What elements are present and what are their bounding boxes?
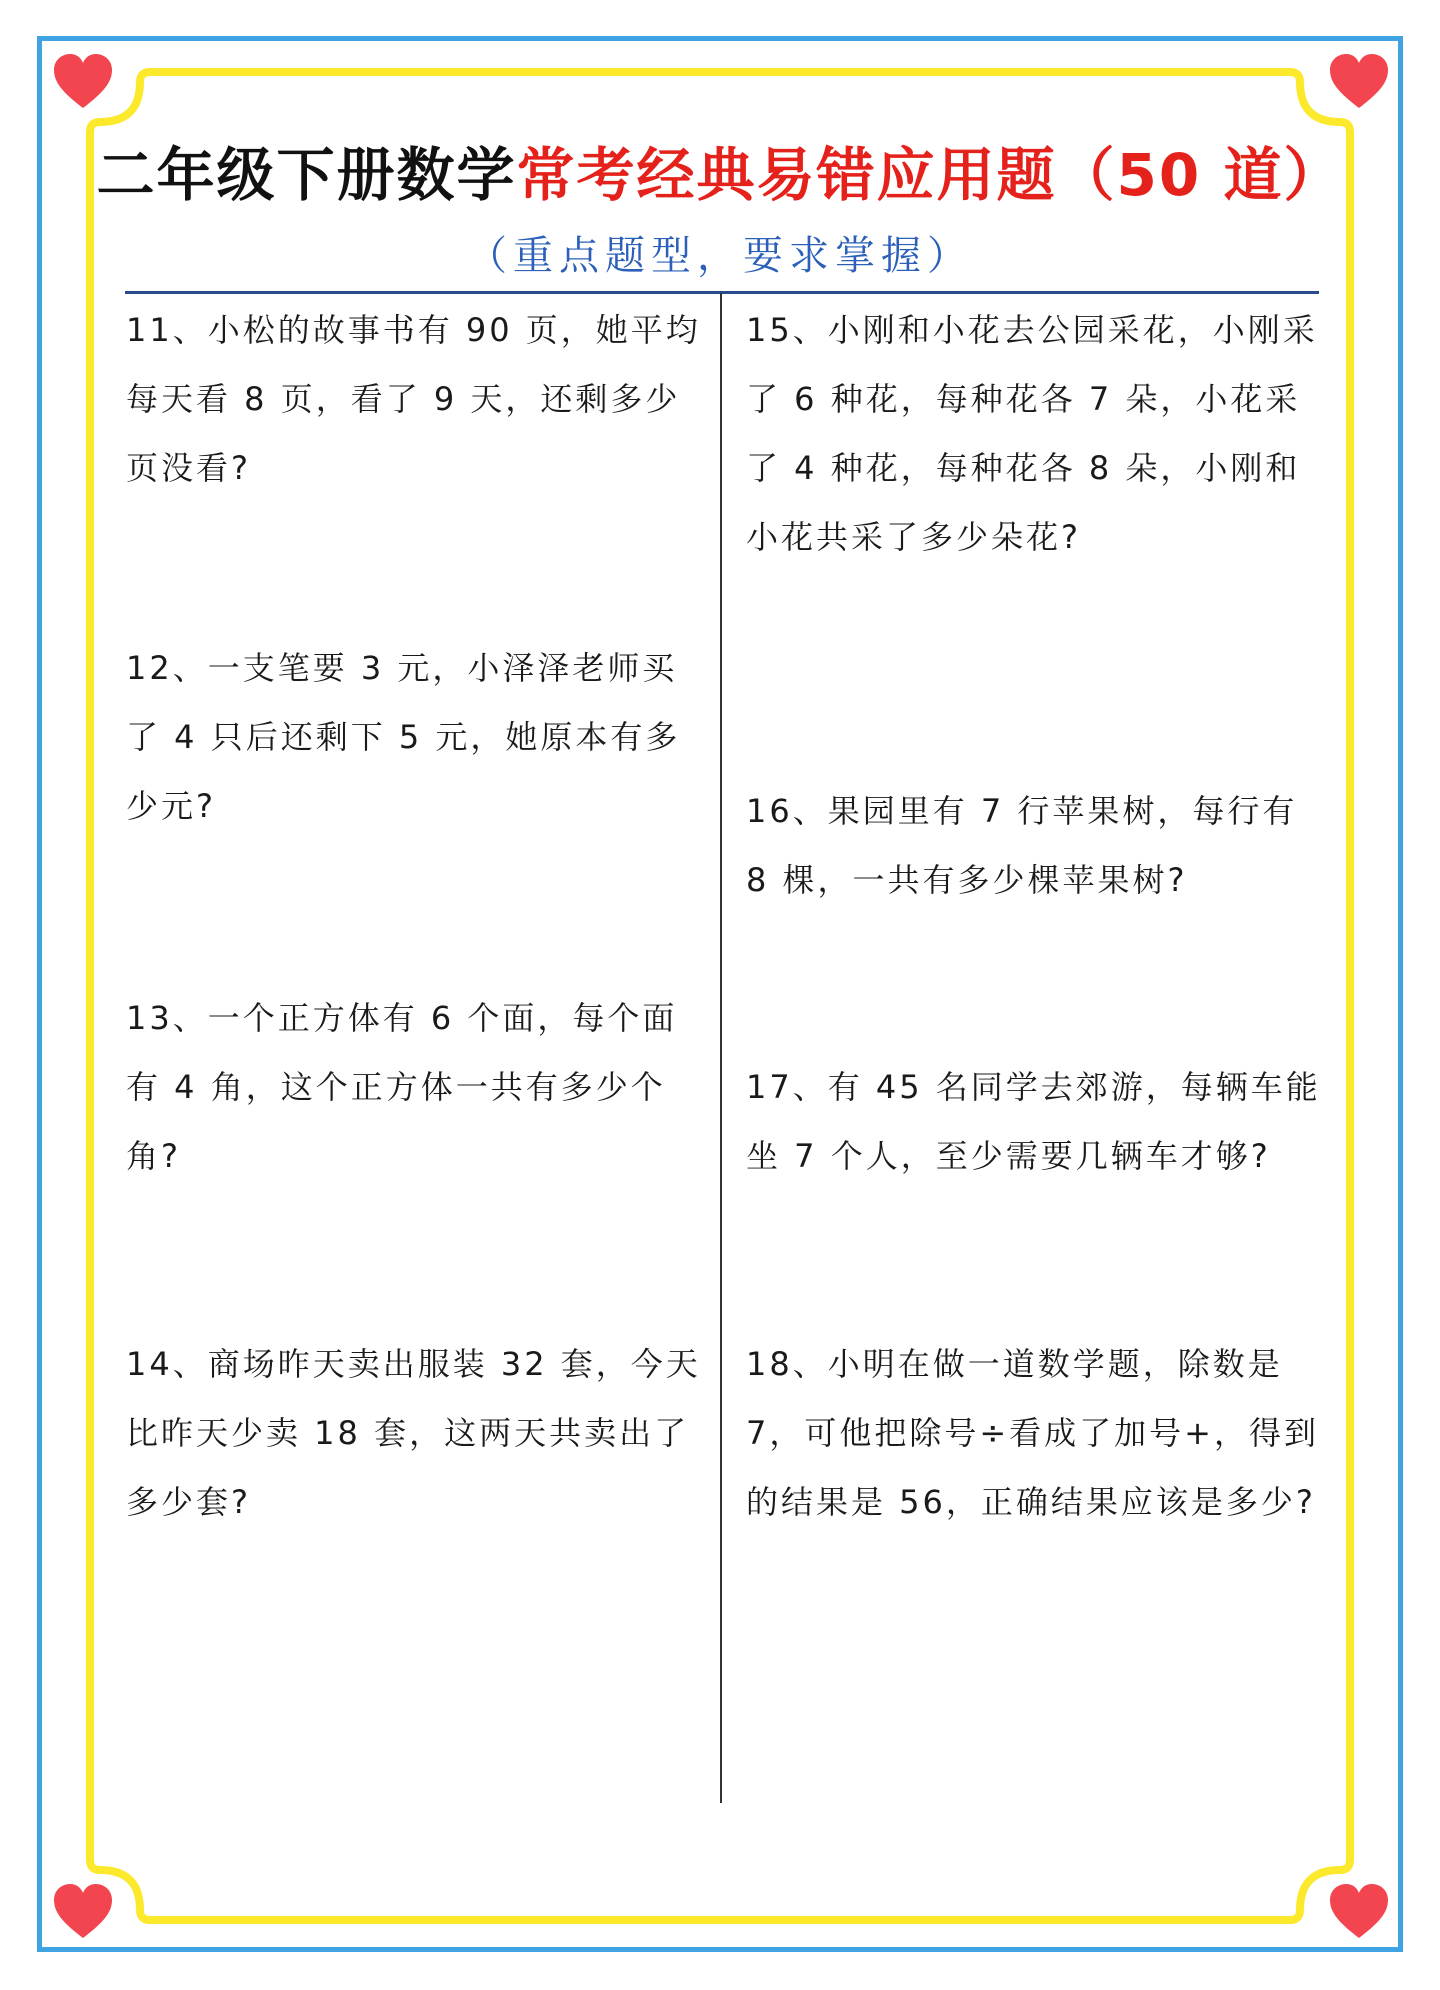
title-highlight: 常考经典易错应用题（50 道） xyxy=(516,141,1344,209)
header-divider xyxy=(125,291,1319,294)
title-main: 二年级下册数学 xyxy=(96,141,517,209)
question-14: 14、商场昨天卖出服装 32 套，今天比昨天少卖 18 套，这两天共卖出了多少套? xyxy=(126,1345,701,1521)
heart-icon xyxy=(1328,52,1390,110)
question-16: 16、果园里有 7 行苹果树，每行有 8 棵，一共有多少棵苹果树? xyxy=(746,792,1298,899)
question-15: 15、小刚和小花去公园采花，小刚采了 6 种花，每种花各 7 朵，小花采了 4 种花，每种花各 8 朵，小刚和小花共采了多少朵花? xyxy=(746,311,1318,556)
heart-icon xyxy=(52,52,114,110)
heart-icon xyxy=(1328,1882,1390,1940)
question-13: 13、一个正方体有 6 个面，每个面有 4 角，这个正方体一共有多少个角? xyxy=(126,999,678,1175)
question-12: 12、一支笔要 3 元，小泽泽老师买了 4 只后还剩下 5 元，她原本有多少元? xyxy=(126,649,681,825)
question-18: 18、小明在做一道数学题，除数是 7，可他把除号÷看成了加号+，得到的结果是 56，正确结果应该是多少? xyxy=(746,1345,1319,1521)
column-divider xyxy=(720,293,722,1803)
page-title xyxy=(0,135,1440,215)
question-17: 17、有 45 名同学去郊游，每辆车能坐 7 个人，至少需要几辆车才够? xyxy=(746,1068,1321,1175)
heart-icon xyxy=(52,1882,114,1940)
page-subtitle: （重点题型，要求掌握） xyxy=(467,233,973,279)
question-11: 11、小松的故事书有 90 页，她平均每天看 8 页，看了 9 天，还剩多少页没看? xyxy=(126,311,701,487)
